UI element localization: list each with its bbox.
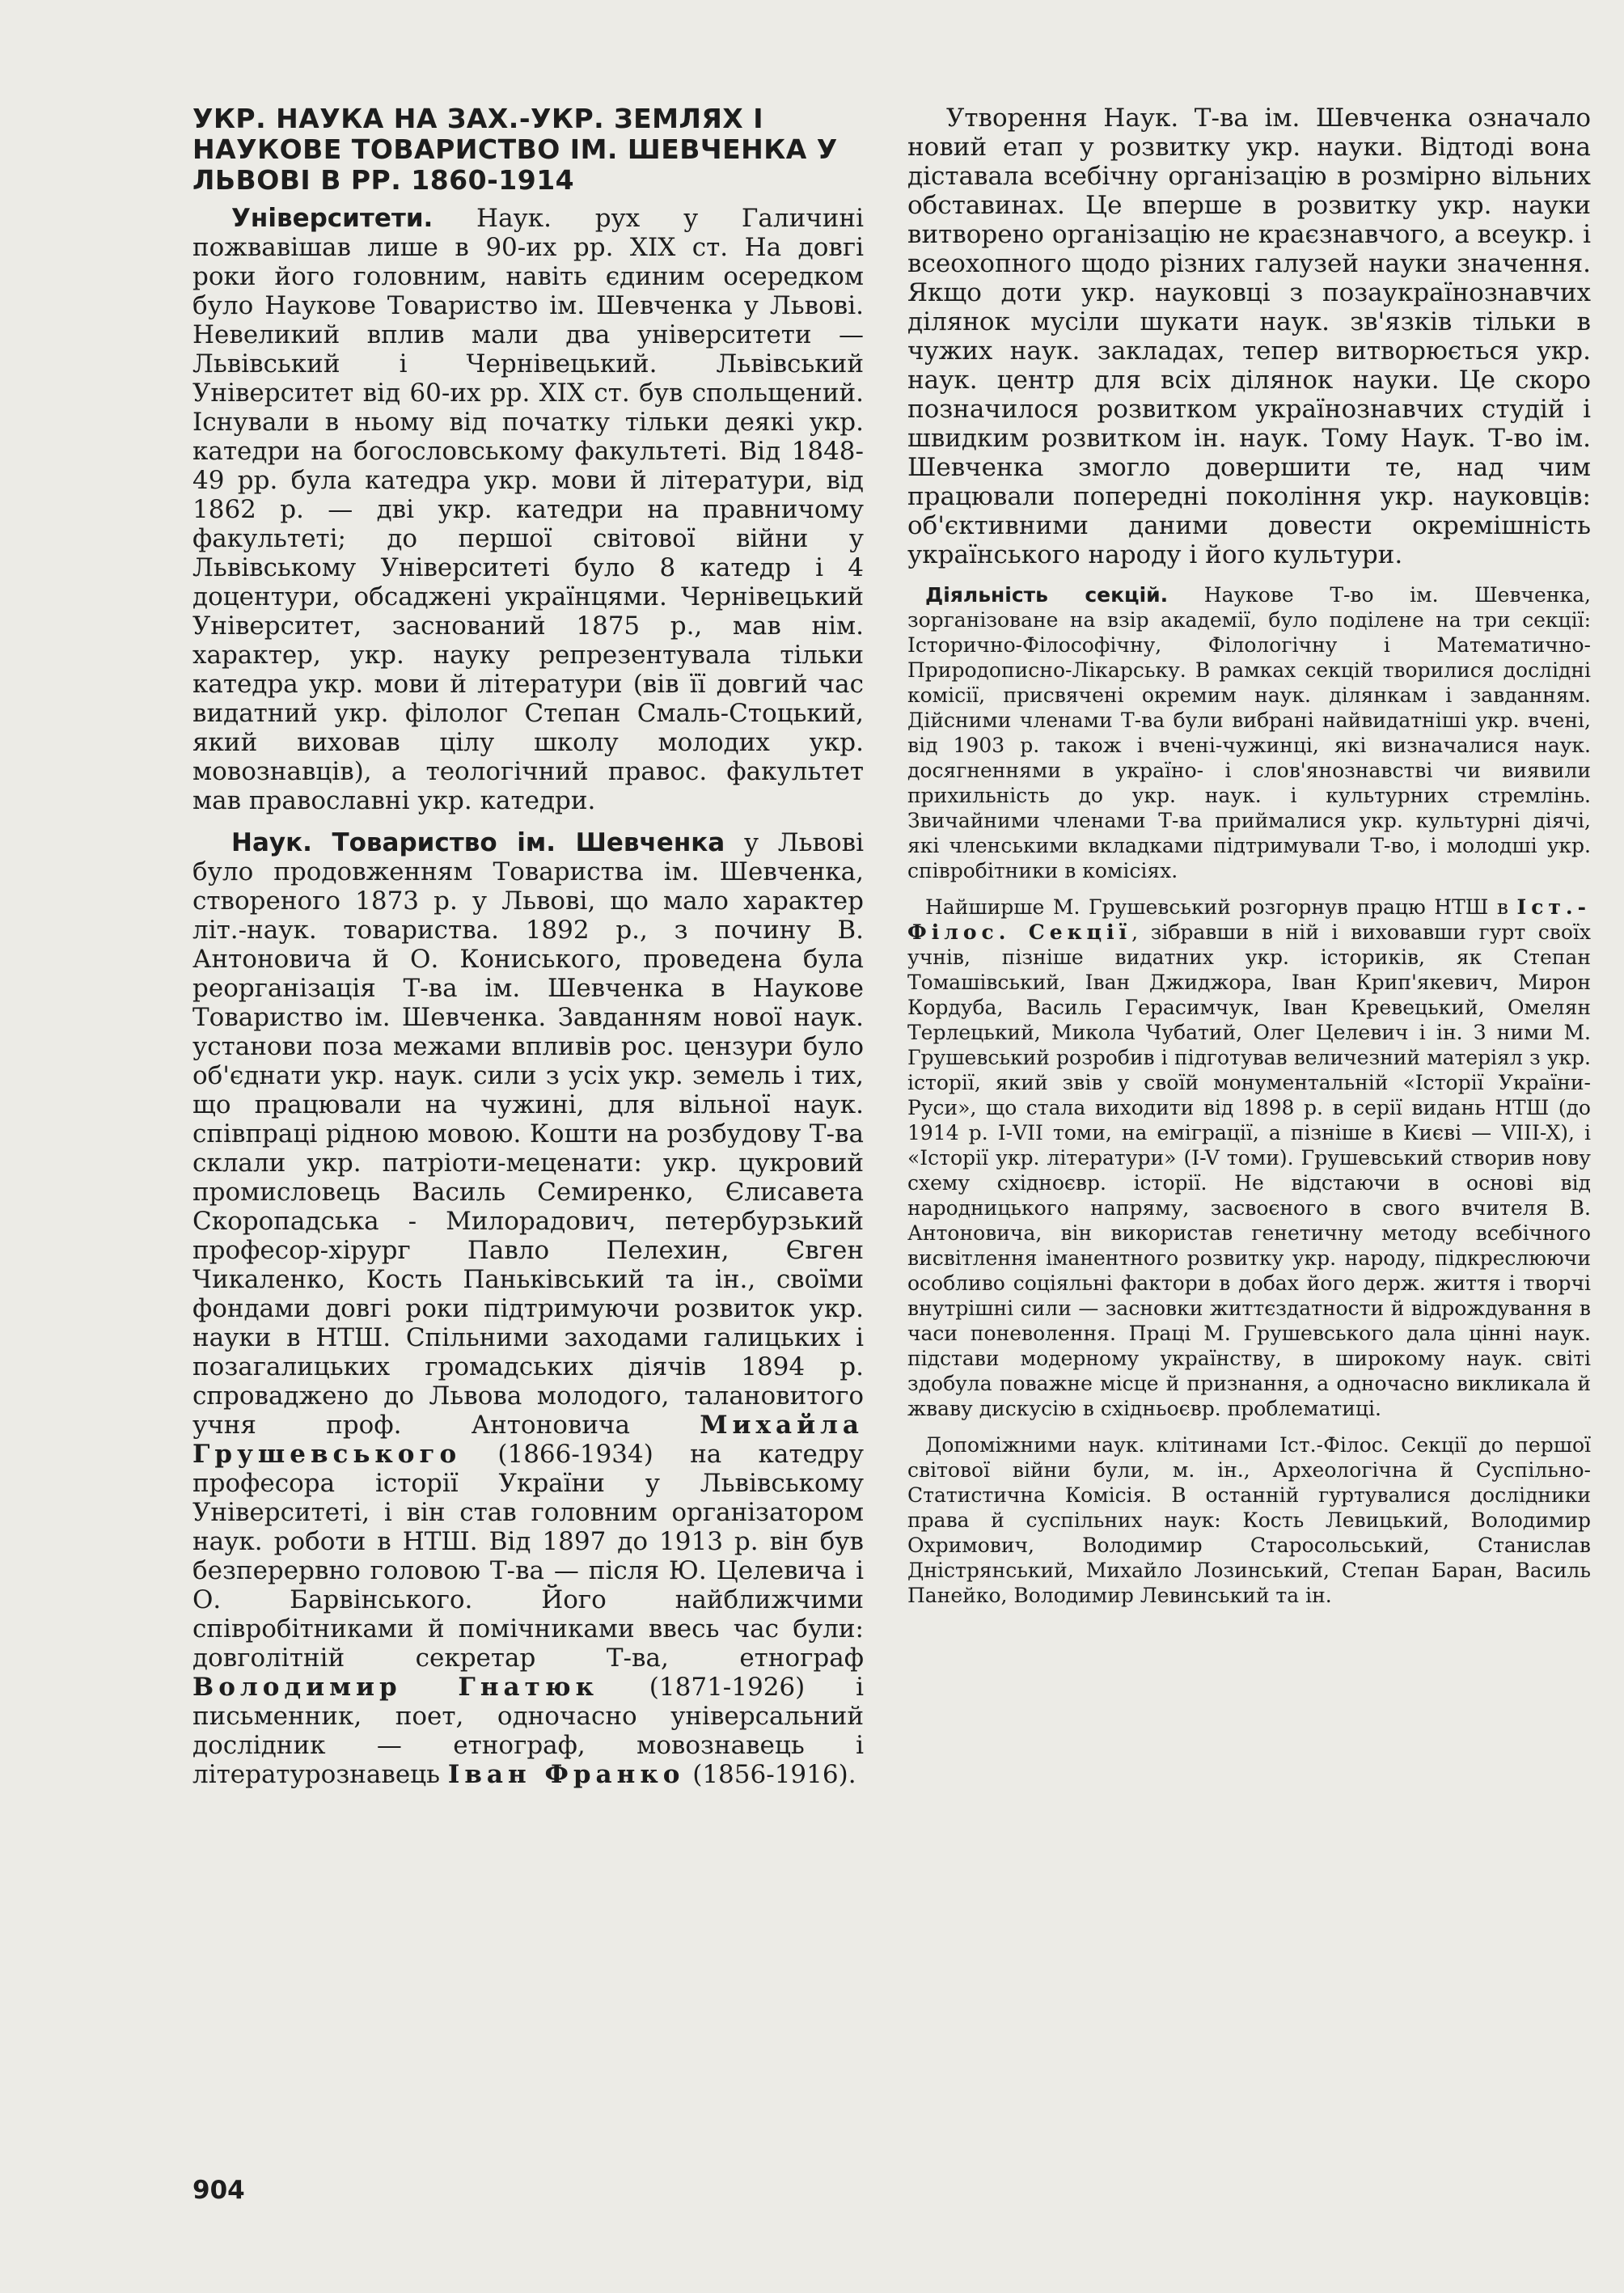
paragraph-shevchenko-society: [192, 828, 864, 1789]
paragraph-universities: [192, 204, 864, 815]
right-small-text: [907, 582, 1591, 1608]
paragraph-sections: [907, 582, 1591, 883]
paragraph-text: Наукове Т-во ім. Шевченка, зорганізоване на взір академії, було поділене на три секції: Історично-Філософічну, Філологічну і Математично-Природописно-Лікарську. В рамках секцій творилися дослідні комісії, присвячені окремим наук. ділянкам і завданням. Дійсними членами Т-ва були вибрані найвидатніші укр. вчені, від 1903 р. також і вчені-чужинці, які визначалися наук. досягненнями в українo- і слов'янознавстві чи виявили прихильність до укр. наук. і культурних стремлінь. Звичайними членами Т-ва приймалися укр. культурні діячі, які членськими вкладками підтримували Т-во, і молодші укр. співробітники в комісіях.: [907, 583, 1591, 882]
name-franko: Іван Франко: [447, 1760, 685, 1789]
page-number: 904: [192, 2176, 245, 2205]
section-heading: УКР. НАУКА НА ЗАХ.-УКР. ЗЕМЛЯХ І НАУКОВЕ ТОВАРИСТВО ІМ. ШЕВЧЕНКА У ЛЬВОВІ В РР. 1860-1914: [192, 103, 838, 196]
paragraph-text: (1856-1916).: [684, 1760, 856, 1789]
name-hnatiuk: Володимир Гнатюк: [192, 1673, 598, 1702]
right-column: [907, 104, 1591, 1619]
runin-sections: Діяльність секцій.: [925, 583, 1169, 607]
runin-universities: Університети.: [231, 204, 433, 233]
name-hrushevsky: Михайла Грушевського: [192, 1411, 864, 1469]
paragraph-text: Наук. рух у Галичині пожвавішав лише в 90-их рр. XIX ст. На довгі роки його головним, навіть єдиним осередком було Наукове Товариство ім. Шевченка у Львові. Невеликий вплив мали два університети — Львівський і Чернівецький. Львівський Університет від 60-их рр. XIX ст. був спольщений. Існували в ньому від початку тільки деякі укр. катедри на богословському факультеті. Від 1848-49 рр. була катедра укр. мови й літератури, від 1862 р. — дві укр. катедри на правничому факультеті; до першої світової війни у Львівському Університеті було 8 катедр і 4 доцентури, обсаджені українцями. Чернівецький Університет, заснований 1875 р., мав нім. характер, укр. науку репрезентувала тільки катедра укр. мови й літератури (вів її довгий час видатний укр. філолог Степан Смаль-Стоцький, який виховав цілу школу молодих укр. мовознавців), а теологічний правос. факультет мав православні укр. катедри.: [192, 204, 864, 815]
paragraph-commissions: Допоміжними наук. клітинами Іст.-Філос. Секції до першої світової війни були, м. ін., Археологічна й Суспільно-Статистична Комісія. В останній гуртувалися дослідники права й суспільних наук: Кость Левицький, Володимир Охримович, Володимир Старосольський, Станислав Дністрянський, Михайло Лозинський, Степан Баран, Василь Панейко, Володимир Левинський та ін.: [907, 1433, 1591, 1607]
paragraph-text: , зібравши в ній і виховавши гурт своїх учнів, пізніше видатних укр. істориків, як Степан Томашівський, Іван Джиджора, Іван Крип'якевич, Мирон Кордуба, Василь Герасимчук, Іван Кревецький, Омелян Терлецький, Микола Чубатий, Олег Целевич і ін. З ними М. Грушевський розробив і підготував величезний матеріял з укр. історії, який звів у своїй монументальній «Історії України-Руси», що стала виходити від 1898 р. в серії видань НТШ (до 1914 р. І-VII томи, на еміграції, а пізніше в Києві — VIII-X), і «Історії укр. літератури» (I-V томи). Грушевський створив нову схему східноєвр. історії. Не відстаючи в основі від народницького напряму, засвоєного в свого вчителя В. Антоновича, він використав генетичну методу всебічного висвітлення іманентного розвитку укр. народу, підкреслюючи особливо соціяльні фактори в добах його держ. життя і творчі внутрішні сили — засновки життєздатности й відрождування в часи поневолення. Праці М. Грушевського дала цінні наук. підстави модерному українству, в широкому наук. світі здобула поважне місце й признання, а одночасно викликала й жваву дискусію в східньоєвр. проблематиці.: [907, 920, 1592, 1420]
paragraph-text: у Львові було продовженням Товариства ім. Шевченка, створеного 1873 р. у Львові, що мало характер літ.-наук. товариства. 1892 р., з почину В. Антоновича й О. Кониського, проведена була реорганізація Т-ва ім. Шевченка в Наукове Товариство ім. Шевченка. Завданням нової наук. установи поза межами впливів рос. цензури було об'єднати укр. наук. сили з усіх укр. земель і тих, що працювали на чужині, для вільної наук. співпраці рідною мовою. Кошти на розбудову Т-ва склали укр. патріоти-меценати: укр. цукровий промисловець Василь Семиренко, Єлисавета Скоропадська - Милорадович, петербурзький професор-хірург Павло Пелехин, Євген Чикаленко, Кость Паньківський та ін., своїми фондами довгі роки підтримуючи розвиток укр. науки в НТШ. Спільними заходами галицьких і позагалицьких громадських діячів 1894 р. спроваджено до Львова молодого, талановитого учня проф. Антоновича: [192, 828, 864, 1440]
paragraph-establishment: Утворення Наук. Т-ва ім. Шевченка означало новий етап у розвитку укр. науки. Відтоді вона діставала всебічну організацію в розмірно вільних обставинах. Це вперше в розвитку укр. науки витворено організацію не краєзнавчого, а всеукр. і всеохопного щодо різних галузей науки значення. Якщо доти укр. науковці з позаукраїнознавчих ділянок мусіли шукати наук. зв'язків тільки в чужих наук. закладах, тепер витворюється укр. наук. центр для всіх ділянок науки. Це скоро позначилося розвитком українознавчих студій і швидким розвитком ін. наук. Тому Наук. Т-во ім. Шевченка змогло довершити те, над чим працювали попередні покоління укр. науковців: об'єктивними даними довести окремішність українського народу і його культури.: [907, 104, 1591, 569]
paragraph-text: (1866-1934) на катедру професора історії України у Львівському Університеті, і він став головним організатором наук. роботи в НТШ. Від 1897 до 1913 р. він був безперервно головою Т-ва — після Ю. Целевича і О. Барвінського. Його найближчими співробітниками й помічниками ввесь час були: довголітній секретар Т-ва, етнограф: [192, 1440, 864, 1673]
section-name-spaced: Іст.-Філос. Секції: [907, 895, 1591, 944]
paragraph-text: Найширше М. Грушевський розгорнув працю НТШ в: [925, 895, 1517, 919]
right-large-text: [907, 104, 1591, 569]
runin-shevchenko-society: Наук. Товариство ім. Шевченка: [231, 828, 725, 857]
paragraph-text: (1871-1926) і письменник, поет, одночасно універсальний дослідник — етнограф, мовознавець і літературознавець: [192, 1673, 864, 1789]
left-column: [192, 104, 864, 1802]
paragraph-hrushevsky-work: [907, 895, 1591, 1421]
